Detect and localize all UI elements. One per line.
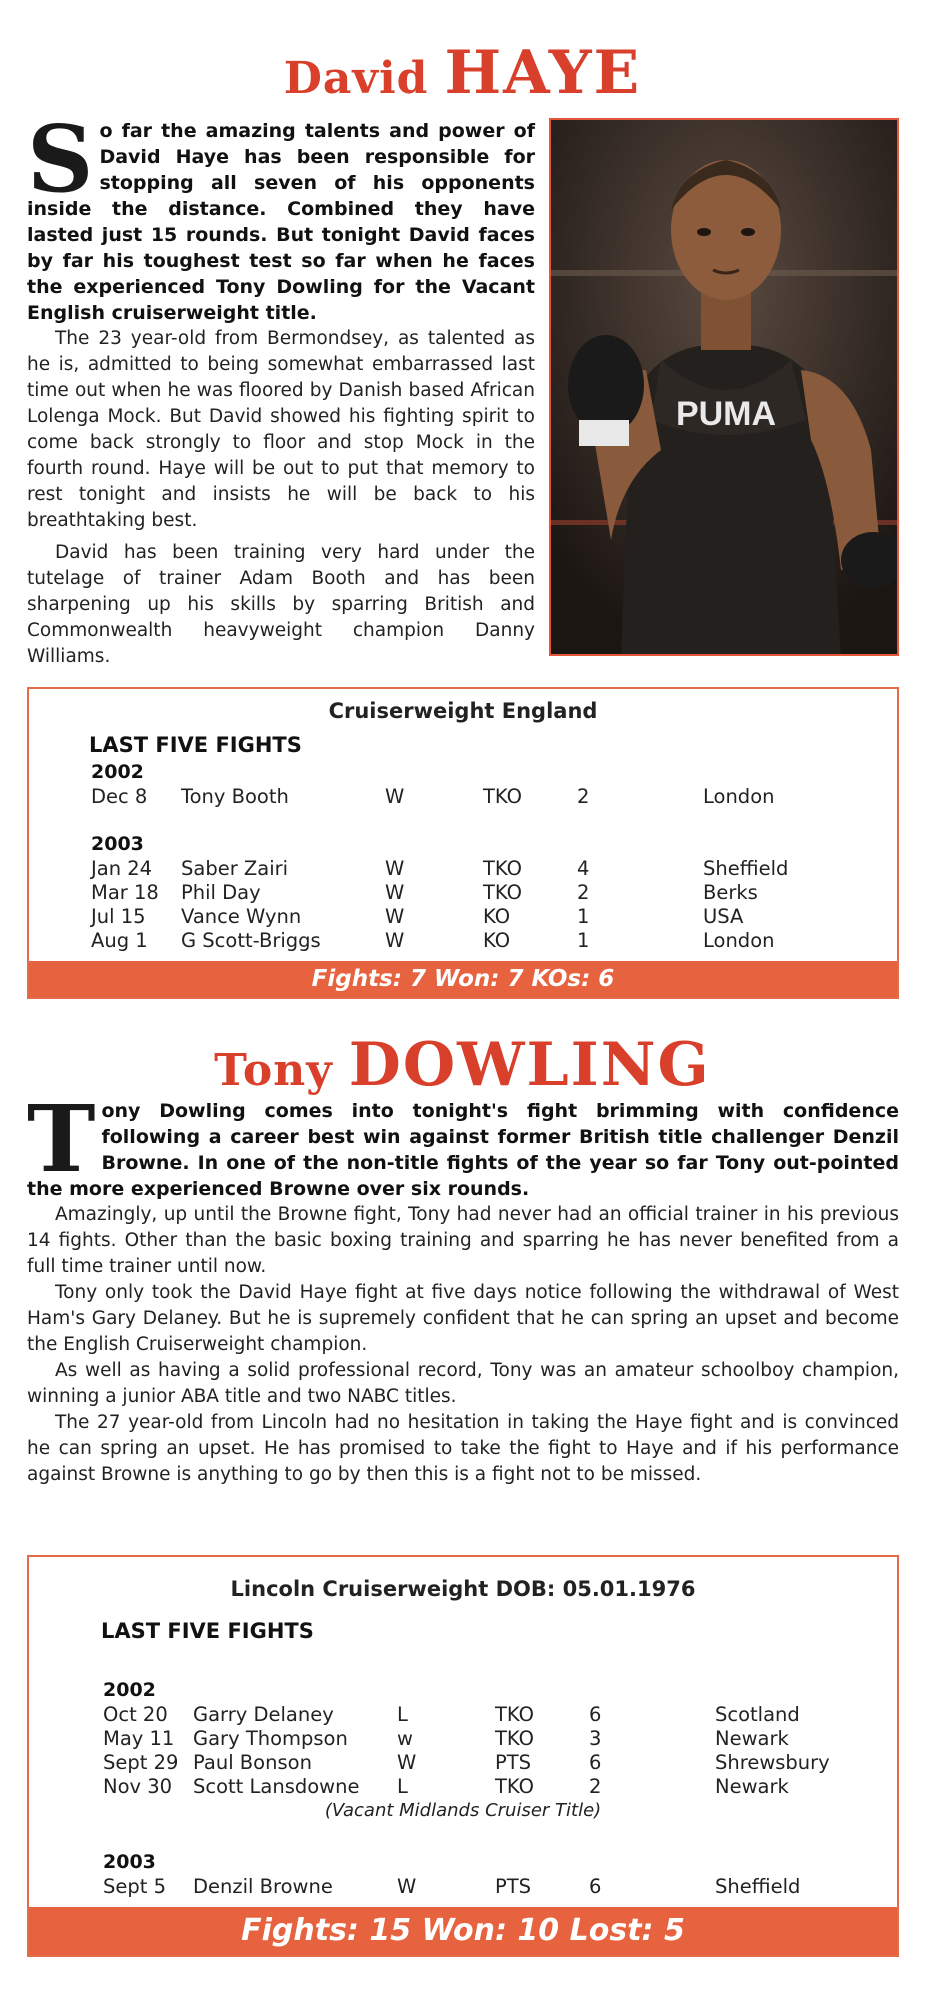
fight-result: W (397, 1751, 417, 1774)
fight-location: London (703, 929, 775, 952)
fight-date: Jan 24 (91, 857, 153, 880)
fight-method: KO (483, 905, 511, 928)
fight-round: 6 (589, 1751, 602, 1774)
fight-row (29, 1727, 897, 1751)
fight-opponent: Saber Zairi (181, 857, 289, 880)
dowling-record-header: Lincoln Cruiserweight DOB: 05.01.1976 (230, 1577, 696, 1601)
haye-title (0, 38, 925, 108)
fight-round: 2 (577, 881, 590, 904)
dowling-bio (27, 1085, 899, 1488)
fight-row (29, 1875, 897, 1899)
haye-last-name: HAYE (444, 38, 642, 108)
dowling-dropcap: T (27, 1085, 96, 1193)
photo-shirt-text: PUMA (675, 395, 777, 433)
fight-opponent: Tony Booth (181, 785, 289, 808)
dowling-year-2002: 2002 (103, 1679, 156, 1701)
fight-round: 2 (577, 785, 590, 808)
fight-result: W (397, 1875, 417, 1898)
fight-date: Dec 8 (91, 785, 148, 808)
dowling-record-summary: Fights: 15 Won: 10 Lost: 5 (29, 1907, 897, 1955)
fight-row (29, 905, 897, 929)
fight-opponent: Denzil Browne (193, 1875, 333, 1898)
fight-result: L (397, 1703, 408, 1726)
fight-round: 4 (577, 857, 590, 880)
dowling-first-name: Tony (214, 1045, 333, 1096)
haye-lead-paragraph (27, 105, 535, 326)
haye-bio (27, 105, 535, 670)
fight-result: W (385, 857, 405, 880)
fight-round: 6 (589, 1703, 602, 1726)
fight-location: Berks (703, 881, 758, 904)
fight-result: W (385, 881, 405, 904)
haye-year-2003: 2003 (91, 833, 144, 855)
fight-date: Sept 29 (103, 1751, 179, 1774)
fight-method: TKO (495, 1703, 534, 1726)
haye-dropcap: S (27, 105, 94, 213)
fight-opponent: Scott Lansdowne (193, 1775, 360, 1798)
fight-opponent: Vance Wynn (181, 905, 302, 928)
fight-result: W (385, 785, 405, 808)
fight-date: Sept 5 (103, 1875, 167, 1898)
haye-record-box (27, 687, 899, 999)
fight-result: L (397, 1775, 408, 1798)
haye-lead-text: o far the amazing talents and power of David Haye has been responsible for stopping all seven of his opponents inside the distance. Combined they have lasted just 15 rounds. But tonight David faces by far his toughest test so far when he faces the experienced Tony Dowling for the Vacant English cruiserweight title. (27, 120, 535, 324)
fight-date: Mar 18 (91, 881, 159, 904)
fight-row (29, 881, 897, 905)
dowling-last-name: DOWLING (348, 1030, 711, 1100)
haye-record-summary: Fights: 7 Won: 7 KOs: 6 (29, 961, 897, 997)
dowling-paragraph-3: As well as having a solid professional record, Tony was an amateur schoolboy champion, winning a junior ABA title and two NABC titles. (27, 1360, 899, 1407)
fight-method: TKO (483, 785, 522, 808)
fight-date: Aug 1 (91, 929, 148, 952)
dowling-title (0, 1030, 925, 1100)
dowling-paragraph-4: The 27 year-old from Lincoln had no hesitation in taking the Haye fight and is convinced he can spring an upset. He has promised to take the fight to Haye and if his performance against Browne is anything to go by then this is a fight not to be missed. (27, 1412, 899, 1485)
fight-opponent: Paul Bonson (193, 1751, 312, 1774)
fight-opponent: Gary Thompson (193, 1727, 348, 1750)
fight-opponent: G Scott-Briggs (181, 929, 321, 952)
fight-method: KO (483, 929, 511, 952)
fight-round: 1 (577, 929, 590, 952)
fight-date: Jul 15 (91, 905, 146, 928)
fight-row (29, 857, 897, 881)
fight-location: Newark (715, 1727, 789, 1750)
dowling-lead-paragraph (27, 1085, 899, 1202)
fight-location: Sheffield (703, 857, 789, 880)
boxer-photo-illustration (551, 120, 899, 656)
fight-row (29, 785, 897, 809)
fight-opponent: Garry Delaney (193, 1703, 334, 1726)
fight-row (29, 1775, 897, 1799)
fight-location: Sheffield (715, 1875, 801, 1898)
fight-result: W (385, 905, 405, 928)
fight-round: 3 (589, 1727, 602, 1750)
fight-location: Shrewsbury (715, 1751, 830, 1774)
fight-date: May 11 (103, 1727, 175, 1750)
haye-record-header: Cruiserweight England (328, 699, 598, 723)
dowling-record-subheader: LAST FIVE FIGHTS (101, 1619, 314, 1643)
haye-paragraph-1: The 23 year-old from Bermondsey, as talented as he is, admitted to being somewhat embarrassed last time out when he was floored by Danish based African Lolenga Mock. But David showed his fighting spirit to come back strongly to floor and stop Mock in the fourth round. Haye will be out to put that memory to rest tonight and insists he will be back to his breathtaking best. (27, 328, 535, 531)
haye-record-subheader: LAST FIVE FIGHTS (89, 733, 302, 757)
fight-location: Scotland (715, 1703, 800, 1726)
fight-location: Newark (715, 1775, 789, 1798)
fight-method: PTS (495, 1751, 532, 1774)
dowling-record-box (27, 1555, 899, 1957)
haye-paragraph-2: David has been training very hard under the tutelage of trainer Adam Booth and has been sharpening up his skills by sparring British and Commonwealth heavyweight champion Danny Williams. (27, 542, 535, 667)
fight-round: 1 (577, 905, 590, 928)
fight-date: Nov 30 (103, 1775, 173, 1798)
dowling-lead-text: ony Dowling comes into tonight's fight brimming with confidence following a career best win against former British title challenger Denzil Browne. In one of the non-title fights of the year so far Tony out-pointed the more experienced Browne over six rounds. (27, 1100, 899, 1200)
fight-result: w (397, 1727, 413, 1750)
fight-method: PTS (495, 1875, 532, 1898)
dowling-year-2003: 2003 (103, 1851, 156, 1873)
fight-date: Oct 20 (103, 1703, 168, 1726)
fight-method: TKO (483, 881, 522, 904)
fight-row (29, 1703, 897, 1727)
fight-location: USA (703, 905, 744, 928)
fight-result: W (385, 929, 405, 952)
fight-round: 6 (589, 1875, 602, 1898)
fight-row (29, 929, 897, 953)
haye-first-name: David (283, 53, 429, 104)
fight-location: London (703, 785, 775, 808)
dowling-paragraph-1: Amazingly, up until the Browne fight, Tony had never had an official trainer in his previous 14 fights. Other than the basic boxing training and sparring he has never benefited from a full time trainer until now. (27, 1204, 899, 1277)
fight-method: TKO (483, 857, 522, 880)
haye-photo (549, 118, 899, 656)
dowling-record-note: (Vacant Midlands Cruiser Title) (324, 1800, 602, 1821)
fight-method: TKO (495, 1727, 534, 1750)
dowling-paragraph-2: Tony only took the David Haye fight at five days notice following the withdrawal of West Ham's Gary Delaney. But he is supremely confident that he can spring an upset and become the English Cruiserweight champion. (27, 1282, 899, 1355)
fight-row (29, 1751, 897, 1775)
fight-method: TKO (495, 1775, 534, 1798)
fight-opponent: Phil Day (181, 881, 261, 904)
fight-round: 2 (589, 1775, 602, 1798)
haye-year-2002: 2002 (91, 761, 144, 783)
